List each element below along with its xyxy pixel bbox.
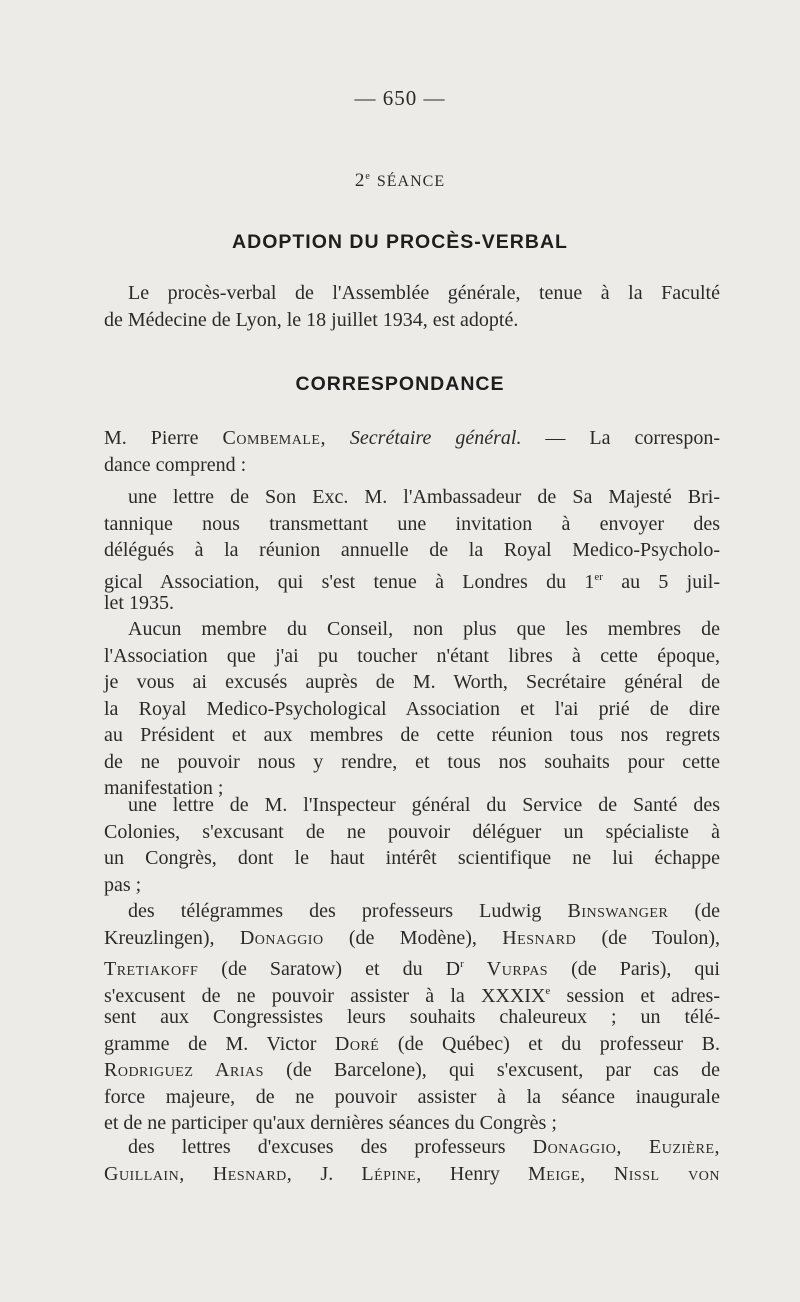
text-span [464,958,487,980]
text-span: J. [292,1162,362,1185]
text-span: (de Barcelone), qui s'excusent, par cas de [263,1059,720,1081]
paragraph-ambassador-letter [104,484,720,617]
person-title: Secrétaire général. [325,427,522,449]
text-line: tannique nous transmettant une invitation à envoyer des [104,512,720,535]
text-span: — La correspon- [521,427,720,449]
text-line: une lettre de Son Exc. M. l'Ambassadeur de Sa Majesté Bri- [128,486,720,508]
paragraph-adoption [104,280,720,333]
text-line: Colonies, s'excusant de ne pouvoir déléguer un spécialiste à [104,820,720,843]
text-line [104,1134,720,1161]
text-span: s'excusent de ne pouvoir assister à la XXXIX [104,984,546,1007]
text-span: au 5 juil- [602,570,720,593]
text-line: sent aux Congressistes leurs souhaits chaleureux ; un télé- [104,1006,720,1028]
text-line: force majeure, de ne pouvoir assister à la séance inaugurale [104,1085,720,1108]
text-line: Le procès-verbal de l'Assemblée générale, tenue à la Faculté [128,282,720,304]
paragraph-council-reply [104,616,720,802]
text-span: gramme de M. Victor [104,1032,335,1055]
text-span [185,1163,213,1185]
text-line: et de ne participer qu'aux dernières séances du Congrès ; [104,1112,557,1134]
session-word: SÉANCE [376,173,446,190]
person-name: Hesnard, [212,1162,293,1185]
ordinal-suffix: e [545,984,551,997]
page-number: — 650 — [354,86,446,110]
text-line: de Médecine de Lyon, le 18 juillet 1934, est adopté. [104,308,519,331]
person-name: Tretiakoff [104,958,199,980]
paragraph-inspector-letter [104,792,720,898]
text-span: gical Association, qui s'est tenue à Londres du 1 [104,570,595,593]
person-name: Euzière, [649,1136,720,1158]
text-line [104,425,720,452]
text-line [104,898,720,925]
text-span: (de Québec) et du professeur B. [379,1032,720,1055]
text-line: let 1935. [104,592,174,614]
text-span: session et adres- [550,984,720,1007]
session-suffix: e [365,171,371,182]
text-line [104,978,720,1005]
text-span: (de Paris), qui [548,958,720,980]
text-span [622,1136,649,1158]
text-line: pas ; [104,873,142,896]
text-line: je vous ai excusés auprès de M. Worth, Secrétaire général de [104,671,720,693]
text-line: la Royal Medico-Psychological Association et l'ai prié de dire [104,697,720,720]
paragraph-excuse-letters [104,1134,720,1187]
paragraph-telegrams [104,898,720,1137]
text-span [586,1163,614,1185]
text-span: des télégrammes des professeurs Ludwig [128,900,568,922]
person-name: Lépine, [361,1162,422,1185]
text-span: M. Pierre [104,427,223,449]
text-span: (de Toulon), [576,926,720,949]
person-name: Donaggio [239,926,324,949]
ordinal-suffix: er [594,570,603,583]
person-name: Combemale, [222,427,326,449]
text-line [104,1161,720,1188]
person-name: Vurpas [486,958,549,980]
text-line [104,925,720,952]
text-span: (de [668,900,720,922]
person-name: Doré [334,1032,380,1055]
session-number: 2 [354,170,366,191]
text-line: dance comprend : [104,453,247,476]
text-line: Aucun membre du Conseil, non plus que les membres de [128,618,720,640]
person-name: Guillain, [104,1162,185,1185]
text-line: de ne pouvoir nous y rendre, et tous nos souhaits pour cette [104,750,720,773]
person-name: Binswanger [567,900,669,922]
session-label [0,170,800,192]
text-span: Henry [421,1162,528,1185]
text-line: au Président et aux membres de cette réunion tous nos regrets [104,724,720,746]
text-line: l'Association que j'ai pu toucher n'étant libres à cette époque, [104,644,720,667]
text-span: (de Saratow) et du D [198,958,461,980]
text-line: manifestation ; [104,777,224,799]
text-line: un Congrès, dont le haut intérêt scientifique ne lui échappe [104,847,720,869]
text-line [104,564,720,591]
text-span: des lettres d'excuses des professeurs [128,1136,533,1158]
text-span: Kreuzlingen), [104,926,240,949]
heading-adoption: ADOPTION DU PROCÈS-VERBAL [232,231,568,253]
text-span: (de Modène), [323,926,503,949]
heading-correspondance: CORRESPONDANCE [295,373,505,395]
person-name: Hesnard [502,926,577,949]
text-line: une lettre de M. l'Inspecteur général du Service de Santé des [128,794,720,816]
person-name: Nissl von [613,1162,721,1185]
person-name: Rodriguez Arias [104,1059,264,1081]
text-line [104,1057,720,1084]
paragraph-secretary [104,425,720,478]
ordinal-suffix: r [460,958,464,970]
person-name: Donaggio, [532,1136,622,1158]
text-line [104,951,720,978]
text-line: délégués à la réunion annuelle de la Royal Medico-Psycholo- [104,539,720,561]
text-line [104,1031,720,1058]
person-name: Meige, [528,1162,586,1185]
